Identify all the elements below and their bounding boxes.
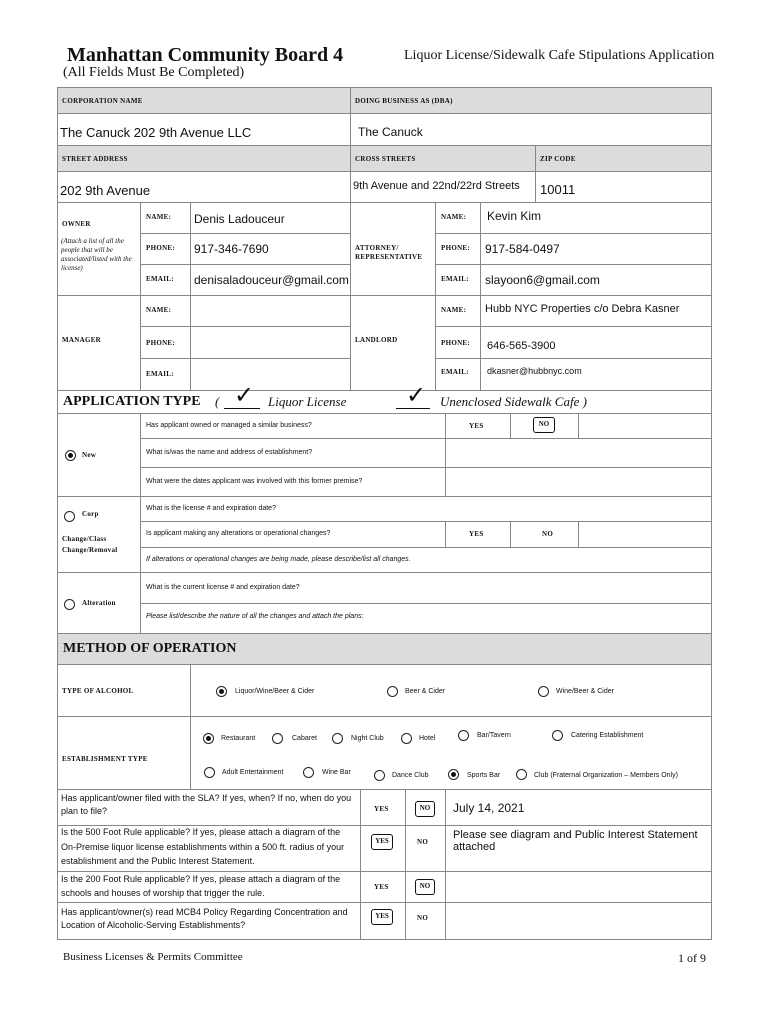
q-500-no[interactable]: NO: [417, 838, 429, 846]
owner-label: OWNER: [62, 220, 91, 228]
alc-wine-radio[interactable]: [538, 686, 549, 697]
owner-email-field[interactable]: denisaladouceur@gmail.com: [194, 273, 349, 287]
new-radio[interactable]: [65, 450, 76, 461]
est-adult-radio[interactable]: [204, 767, 215, 778]
owner-phone-label: PHONE:: [146, 244, 176, 252]
q-500-yes-selected[interactable]: YES: [371, 834, 393, 850]
corp-radio[interactable]: [64, 511, 75, 522]
form-title: Manhattan Community Board 4: [67, 44, 344, 66]
liquor-license-check-icon[interactable]: ✓: [234, 383, 255, 409]
alc-wine-label: Wine/Beer & Cider: [556, 688, 614, 695]
owner-name-field[interactable]: Denis Ladouceur: [194, 212, 285, 226]
owner-phone-field[interactable]: 917-346-7690: [194, 242, 269, 256]
est-sportsbar-radio[interactable]: [448, 769, 459, 780]
cross-streets-field[interactable]: 9th Avenue and 22nd/22rd Streets: [353, 180, 520, 192]
page-number: 1 of 9: [678, 951, 706, 965]
landlord-phone-label: PHONE:: [441, 339, 471, 347]
manager-name-field[interactable]: [193, 298, 347, 324]
manager-email-label: EMAIL:: [146, 370, 174, 378]
attorney-label: ATTORNEY/ REPRESENTATIVE: [355, 244, 423, 261]
form-subtitle: (All Fields Must Be Completed): [63, 65, 245, 80]
change-label: Change/Class Change/Removal: [62, 535, 118, 554]
owner-note: (Attach a list of all the people that will be associated/listed with the license): [61, 237, 132, 272]
alteration-label: Alteration: [82, 599, 116, 607]
sidewalk-cafe-option: Unenclosed Sidewalk Cafe ): [440, 394, 587, 409]
est-catering-radio[interactable]: [552, 730, 563, 741]
attorney-phone-label: PHONE:: [441, 244, 471, 252]
alteration-radio[interactable]: [64, 599, 75, 610]
q-alterations-yes[interactable]: YES: [469, 530, 484, 538]
q-alterations-no[interactable]: NO: [542, 530, 554, 538]
landlord-name-label: NAME:: [441, 306, 467, 314]
owner-name-label: NAME:: [146, 213, 172, 221]
alc-liquor-label: Liquor/Wine/Beer & Cider: [235, 688, 315, 695]
corporation-name-label: CORPORATION NAME: [62, 97, 143, 105]
sidewalk-cafe-check-icon[interactable]: ✓: [406, 383, 427, 409]
q-sla-answer[interactable]: July 14, 2021: [453, 801, 525, 815]
manager-phone-label: PHONE:: [146, 339, 176, 347]
q-500-foot: Is the 500 Foot Rule applicable? If yes, please attach a diagram of the On-Premise liquor license establishments within a 500 ft. radius of your establishment and the Public Interest Statement.: [61, 827, 345, 866]
dba-label: DOING BUSINESS AS (DBA): [355, 97, 453, 105]
footer-committee: Business Licenses & Permits Committee: [63, 951, 243, 963]
est-hotel-radio[interactable]: [401, 733, 412, 744]
q-nature-changes: Please list/describe the nature of all the changes and attach the plans:: [146, 613, 364, 620]
attorney-phone-field[interactable]: 917-584-0497: [485, 242, 560, 256]
landlord-name-field[interactable]: Hubb NYC Properties c/o Debra Kasner: [485, 303, 680, 315]
corporation-name-field[interactable]: The Canuck 202 9th Avenue LLC: [60, 125, 252, 140]
establishment-type-label: ESTABLISHMENT TYPE: [62, 755, 148, 763]
landlord-email-label: EMAIL:: [441, 368, 469, 376]
q-sla-filed: Has applicant/owner filed with the SLA? If yes, when? If no, when do you plan to file?: [61, 793, 352, 816]
est-restaurant-radio[interactable]: [203, 733, 214, 744]
est-nightclub-radio[interactable]: [332, 733, 343, 744]
est-danceclub-radio[interactable]: [374, 770, 385, 781]
q-sla-yes[interactable]: YES: [374, 805, 389, 813]
manager-email-field[interactable]: [193, 361, 347, 387]
q-owned-yes[interactable]: YES: [469, 422, 484, 430]
manager-phone-field[interactable]: [193, 329, 347, 355]
manager-name-label: NAME:: [146, 306, 172, 314]
new-label: New: [82, 451, 97, 459]
dba-field[interactable]: The Canuck: [358, 125, 423, 139]
q-owned-similar: Has applicant owned or managed a similar business?: [146, 422, 312, 429]
q-license-expiration: What is the license # and expiration date?: [146, 505, 276, 512]
owner-email-label: EMAIL:: [146, 275, 174, 283]
method-heading: METHOD OF OPERATION: [63, 641, 237, 656]
alc-liquor-radio[interactable]: [216, 686, 227, 697]
alc-beer-label: Beer & Cider: [405, 688, 446, 695]
alc-beer-radio[interactable]: [387, 686, 398, 697]
q-former-dates: What were the dates applicant was involved with this former premise?: [146, 478, 363, 485]
est-cabaret-radio[interactable]: [272, 733, 283, 744]
attorney-email-label: EMAIL:: [441, 275, 469, 283]
q-owned-no-selected[interactable]: NO: [533, 417, 555, 433]
landlord-label: LANDLORD: [355, 336, 398, 344]
q-mcb4-yes-selected[interactable]: YES: [371, 909, 393, 925]
zip-code-field[interactable]: 10011: [540, 182, 576, 197]
q-200-no-selected[interactable]: NO: [415, 879, 435, 895]
corp-label: Corp: [82, 510, 99, 518]
attorney-name-field[interactable]: Kevin Kim: [487, 209, 542, 223]
q-200-foot: Is the 200 Foot Rule applicable? If yes, please attach a diagram of the schools and houses of worship that trigger the rule.: [61, 874, 341, 898]
q-sla-no-selected[interactable]: NO: [415, 801, 435, 817]
q-alterations: Is applicant making any alterations or operational changes?: [146, 530, 331, 537]
street-address-label: STREET ADDRESS: [62, 155, 128, 163]
manager-label: MANAGER: [62, 336, 102, 344]
landlord-phone-field[interactable]: 646-565-3900: [487, 340, 556, 352]
attorney-name-label: NAME:: [441, 213, 467, 221]
est-winebar-radio[interactable]: [303, 767, 314, 778]
q-500-answer[interactable]: Please see diagram and Public Interest Statement attached: [453, 829, 698, 853]
application-type-heading: APPLICATION TYPE: [63, 394, 201, 409]
cross-streets-label: CROSS STREETS: [355, 155, 416, 163]
q-200-yes[interactable]: YES: [374, 883, 389, 891]
q-establishment-name: What is/was the name and address of establishment?: [146, 449, 313, 456]
landlord-email-field[interactable]: dkasner@hubbnyc.com: [487, 366, 582, 376]
alcohol-type-label: TYPE OF ALCOHOL: [62, 687, 134, 695]
attorney-email-field[interactable]: slayoon6@gmail.com: [485, 273, 600, 287]
est-club-radio[interactable]: [516, 769, 527, 780]
q-mcb4-policy: Has applicant/owner(s) read MCB4 Policy Regarding Concentration and Location of Alcoholic-Serving Establishments?: [61, 907, 348, 930]
q-current-license: What is the current license # and expiration date?: [146, 584, 300, 591]
zip-code-label: ZIP CODE: [540, 155, 576, 163]
est-bar-radio[interactable]: [458, 730, 469, 741]
q-mcb4-no[interactable]: NO: [417, 914, 429, 922]
street-address-field[interactable]: 202 9th Avenue: [60, 183, 151, 198]
liquor-license-option: Liquor License: [268, 394, 347, 409]
q-describe-changes: If alterations or operational changes are being made, please describe/list all changes.: [146, 556, 411, 563]
application-title: Liquor License/Sidewalk Cafe Stipulations Application: [404, 48, 715, 63]
